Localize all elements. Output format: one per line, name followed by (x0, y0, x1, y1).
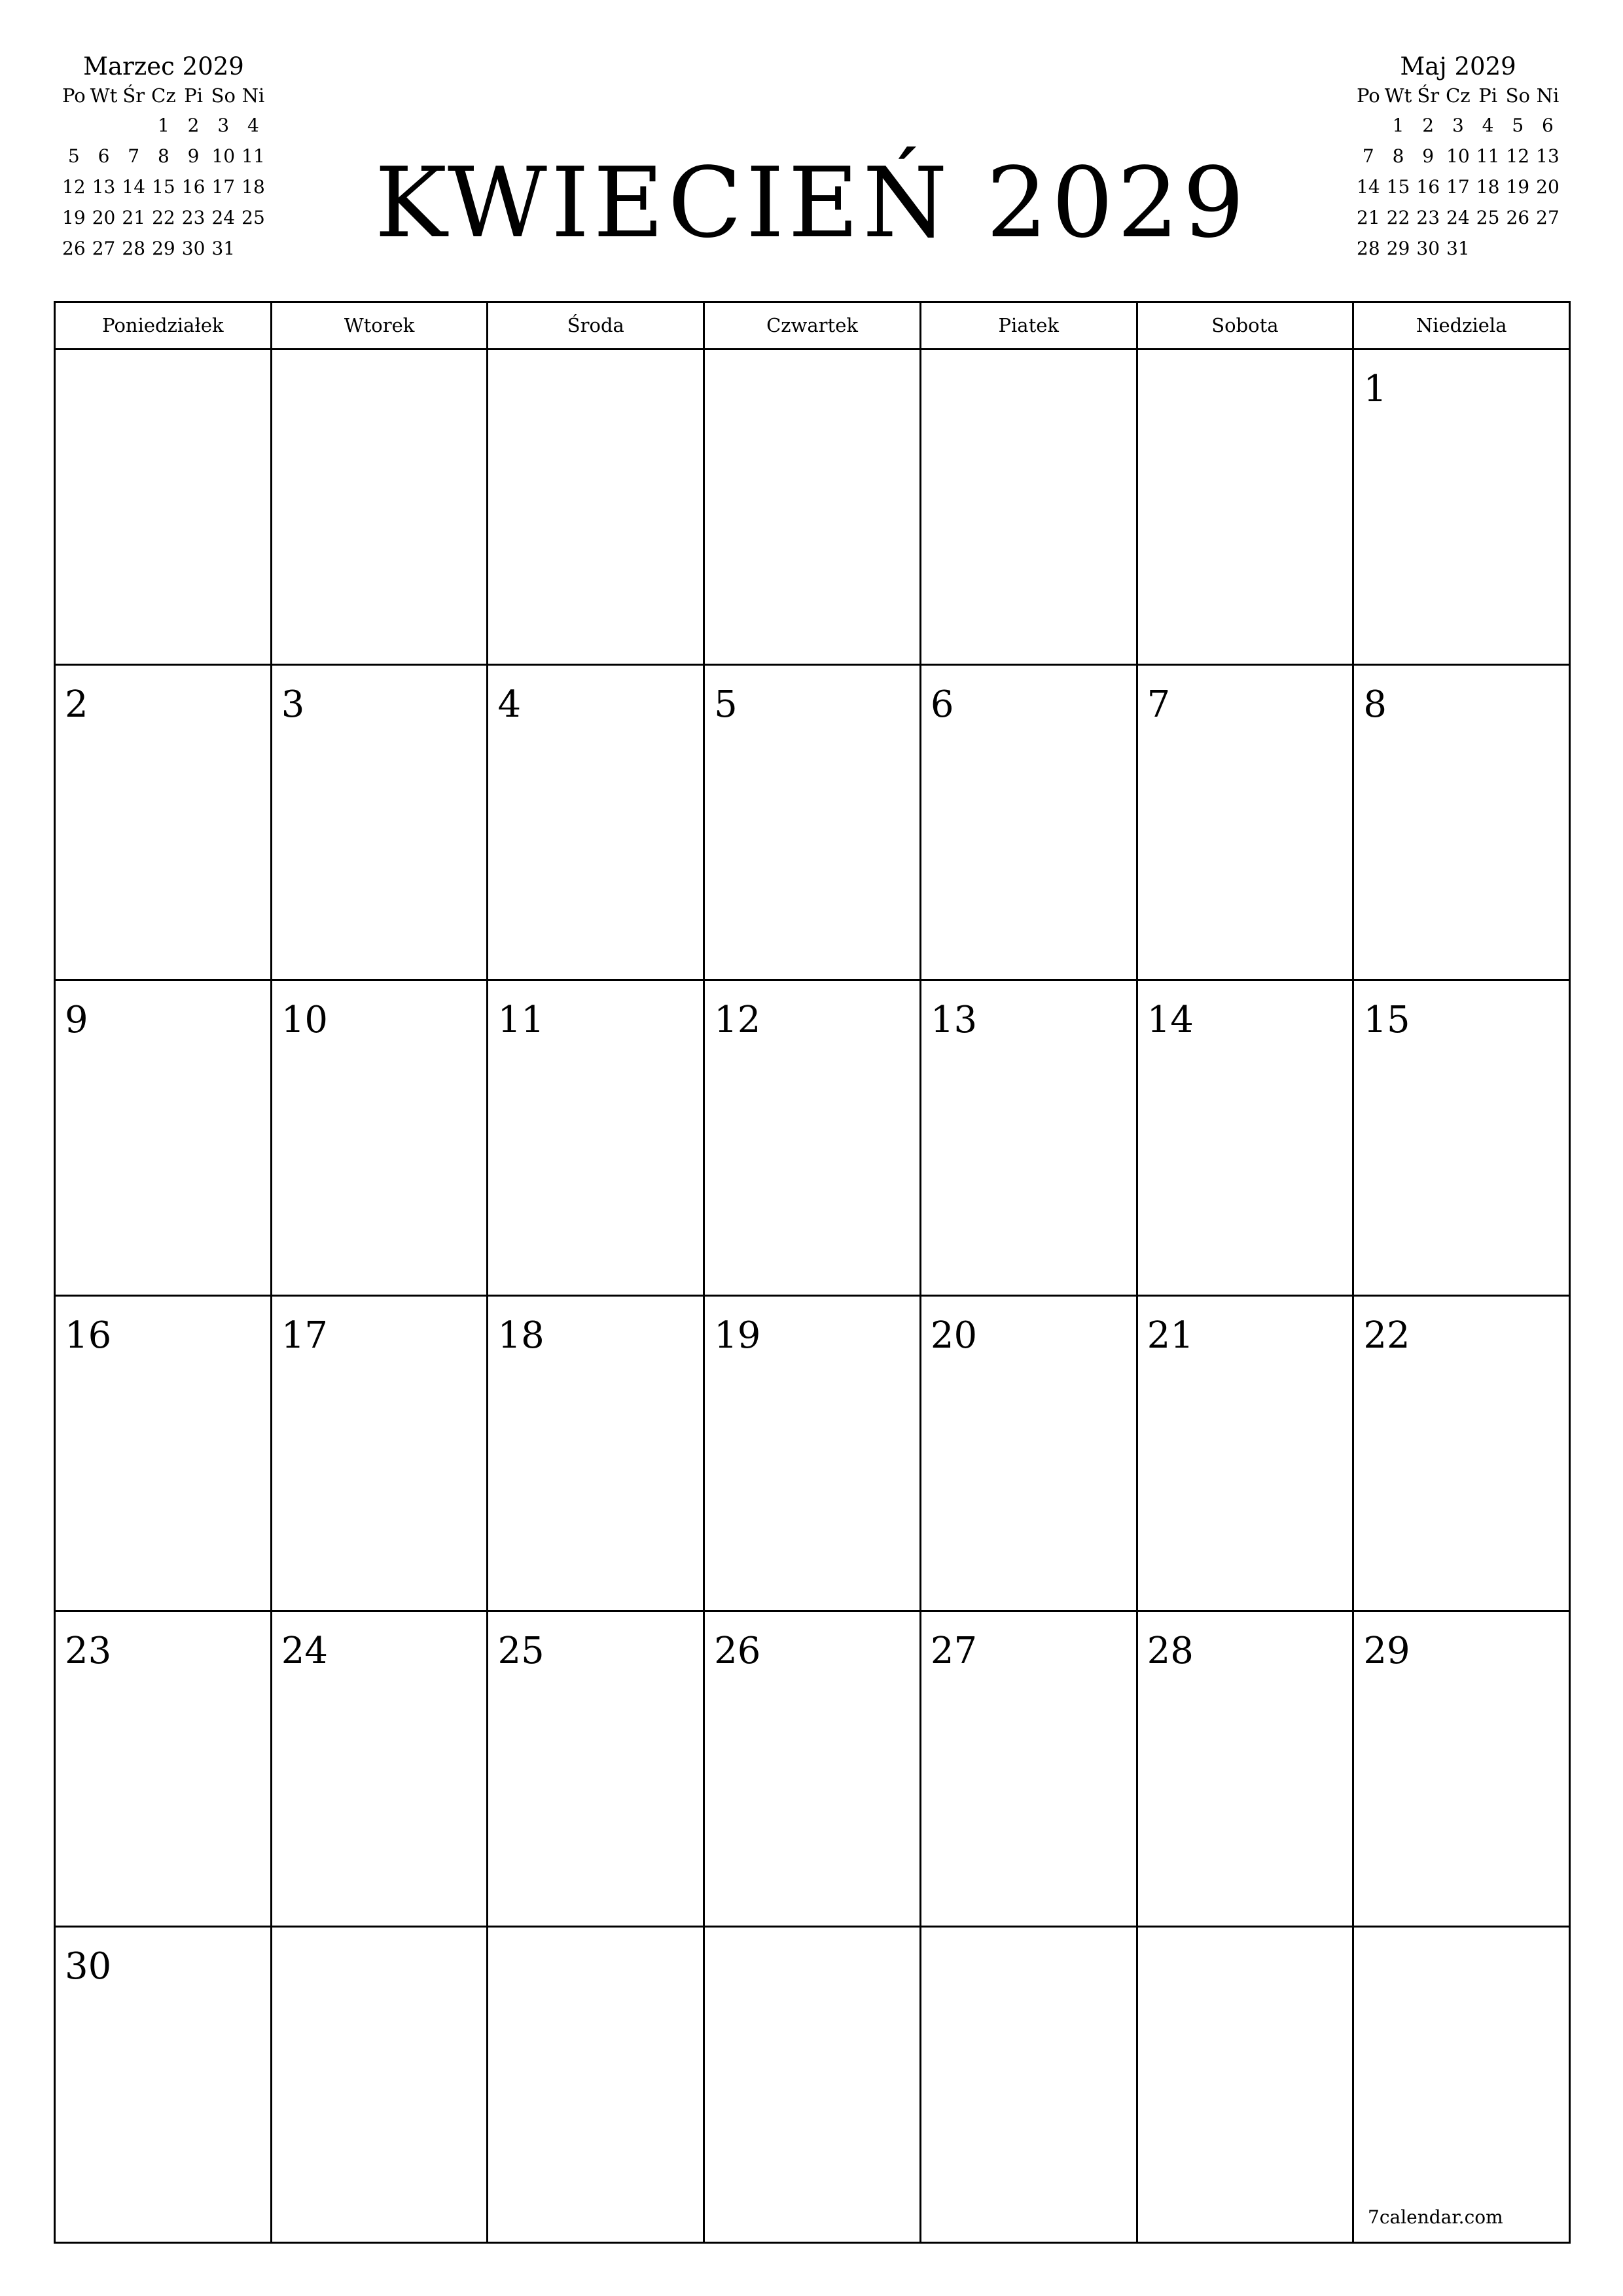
mini-day: 11 (1476, 145, 1500, 167)
day-cell[interactable] (56, 350, 272, 664)
day-cell[interactable] (56, 1612, 272, 1926)
mini-day (1473, 233, 1503, 264)
mini-day: 13 (92, 176, 116, 198)
mini-day: 2 (187, 115, 200, 136)
mini-days (59, 110, 268, 264)
day-cell[interactable] (705, 666, 921, 979)
day-cell[interactable] (272, 666, 489, 979)
mini-day: 4 (1482, 115, 1494, 136)
mini-day: 17 (211, 176, 236, 198)
mini-day: 16 (1416, 176, 1440, 198)
day-cell[interactable] (272, 1297, 489, 1610)
mini-day: 29 (152, 238, 175, 259)
mini-day: 2 (1422, 115, 1435, 136)
mini-weekday: Po (1356, 84, 1380, 107)
weekday-header: Niedziela (1416, 314, 1507, 336)
mini-weekday: So (211, 84, 236, 107)
mini-day: 15 (1386, 176, 1410, 198)
mini-day: 8 (1392, 145, 1404, 167)
day-number: 28 (1147, 1630, 1194, 1672)
mini-day: 26 (1506, 207, 1530, 228)
day-number: 3 (281, 683, 305, 726)
day-number: 29 (1363, 1630, 1410, 1672)
day-cell[interactable] (705, 1928, 921, 2243)
mini-calendar-prev (59, 52, 268, 264)
mini-day: 7 (128, 145, 140, 167)
day-cell[interactable] (1138, 350, 1355, 664)
day-cell[interactable] (1354, 981, 1569, 1295)
mini-day: 19 (1506, 176, 1530, 198)
mini-day: 12 (1506, 145, 1530, 167)
mini-day: 3 (1452, 115, 1464, 136)
footer-url: 7calendar.com (1368, 2206, 1503, 2228)
day-cell[interactable] (1354, 1612, 1569, 1926)
day-number: 7 (1147, 683, 1171, 726)
day-number: 18 (497, 1314, 544, 1357)
day-cell[interactable] (705, 350, 921, 664)
mini-day: 30 (181, 238, 205, 259)
day-cell[interactable] (488, 1297, 705, 1610)
mini-weekday: Cz (1446, 84, 1471, 107)
day-cell[interactable] (1354, 666, 1569, 979)
day-cell[interactable] (1354, 350, 1569, 664)
mini-weekday: Cz (151, 84, 176, 107)
mini-day (59, 110, 89, 141)
mini-day: 23 (181, 207, 205, 228)
mini-weekday: Po (62, 84, 86, 107)
mini-day: 23 (1416, 207, 1440, 228)
day-number: 16 (65, 1314, 112, 1357)
day-number: 24 (281, 1630, 328, 1672)
weekday-header-row (56, 303, 1569, 350)
day-cell[interactable] (921, 1297, 1138, 1610)
day-number: 6 (930, 683, 954, 726)
mini-day (1353, 110, 1383, 141)
day-cell[interactable] (1138, 1612, 1355, 1926)
day-cell[interactable] (272, 981, 489, 1295)
mini-day: 8 (157, 145, 169, 167)
mini-day: 6 (98, 145, 110, 167)
day-number: 10 (281, 999, 328, 1041)
day-number: 30 (65, 1945, 112, 1988)
day-cell[interactable] (1138, 1297, 1355, 1610)
mini-day: 5 (67, 145, 80, 167)
mini-day: 13 (1536, 145, 1560, 167)
mini-day: 6 (1542, 115, 1554, 136)
mini-day: 14 (122, 176, 146, 198)
weekday-header: Piatek (921, 303, 1138, 348)
week-row (56, 666, 1569, 981)
day-cell[interactable] (1354, 1928, 1569, 2243)
mini-day: 1 (1392, 115, 1404, 136)
mini-day: 1 (157, 115, 169, 136)
day-cell[interactable] (1138, 981, 1355, 1295)
mini-calendar-title: Marzec 2029 (83, 52, 244, 81)
mini-weekday: Wt (90, 84, 118, 107)
mini-day: 27 (1536, 207, 1560, 228)
day-cell[interactable] (488, 981, 705, 1295)
mini-day: 31 (211, 238, 236, 259)
mini-weekday: Wt (1384, 84, 1412, 107)
mini-day: 17 (1446, 176, 1470, 198)
mini-weekday: Pi (184, 84, 203, 107)
mini-day: 11 (241, 145, 265, 167)
day-cell[interactable] (272, 1928, 489, 2243)
day-cell[interactable] (56, 1928, 272, 2243)
mini-day: 24 (1446, 207, 1470, 228)
day-cell[interactable] (272, 350, 489, 664)
mini-day: 21 (122, 207, 146, 228)
day-cell[interactable] (488, 350, 705, 664)
mini-day: 28 (122, 238, 146, 259)
mini-day: 21 (1357, 207, 1380, 228)
mini-day: 16 (181, 176, 205, 198)
mini-day: 7 (1362, 145, 1374, 167)
mini-day: 10 (211, 145, 236, 167)
day-number: 5 (714, 683, 738, 726)
mini-days (1353, 110, 1563, 264)
mini-day: 25 (1476, 207, 1500, 228)
weekday-header: Poniedziałek (56, 303, 272, 348)
month-grid (54, 301, 1571, 2244)
day-cell[interactable] (705, 1612, 921, 1926)
mini-day (1503, 233, 1533, 264)
mini-day: 5 (1512, 115, 1524, 136)
mini-day: 30 (1416, 238, 1440, 259)
mini-day: 4 (247, 115, 259, 136)
weekday-header: Wtorek (272, 303, 489, 348)
day-cell[interactable] (921, 1928, 1138, 2243)
day-cell[interactable] (1138, 1928, 1355, 2243)
mini-day (238, 233, 268, 264)
mini-weekday-row (59, 81, 268, 110)
day-cell[interactable] (921, 666, 1138, 979)
day-cell[interactable] (921, 350, 1138, 664)
week-row (56, 1297, 1569, 1612)
page-title: KWIECIEŃ 2029 (374, 147, 1249, 259)
day-number: 19 (714, 1314, 761, 1357)
mini-day: 10 (1446, 145, 1470, 167)
day-cell[interactable] (272, 1612, 489, 1926)
day-number: 15 (1363, 999, 1410, 1041)
mini-calendar-title: Maj 2029 (1400, 52, 1516, 81)
mini-day: 28 (1357, 238, 1380, 259)
day-cell[interactable] (921, 981, 1138, 1295)
day-number: 13 (930, 999, 978, 1041)
day-cell[interactable] (488, 1928, 705, 2243)
day-number: 14 (1147, 999, 1194, 1041)
mini-day: 20 (1536, 176, 1560, 198)
week-row (56, 981, 1569, 1297)
mini-day: 12 (62, 176, 86, 198)
mini-day: 9 (1422, 145, 1435, 167)
day-cell[interactable] (921, 1612, 1138, 1926)
day-number: 12 (714, 999, 761, 1041)
week-row (56, 350, 1569, 666)
day-cell[interactable] (705, 981, 921, 1295)
mini-day: 18 (241, 176, 265, 198)
day-cell[interactable] (1354, 1297, 1569, 1610)
day-number: 8 (1363, 683, 1387, 726)
mini-weekday: Ni (241, 84, 265, 107)
day-number: 25 (497, 1630, 544, 1672)
mini-day: 22 (152, 207, 175, 228)
day-cell[interactable] (705, 1297, 921, 1610)
mini-calendar-next (1353, 52, 1563, 264)
week-row (56, 1928, 1569, 2243)
mini-weekday: Śr (122, 84, 145, 107)
weekday-header: Czwartek (705, 303, 921, 348)
day-number: 21 (1147, 1314, 1194, 1357)
day-cell[interactable] (1138, 666, 1355, 979)
mini-day (1533, 233, 1563, 264)
mini-day: 27 (92, 238, 116, 259)
mini-day: 24 (211, 207, 236, 228)
weekday-header: Środa (488, 303, 705, 348)
mini-day: 22 (1386, 207, 1410, 228)
day-cell[interactable] (488, 1612, 705, 1926)
day-number: 1 (1363, 368, 1387, 410)
day-number: 20 (930, 1314, 978, 1357)
day-cell[interactable] (488, 666, 705, 979)
day-number: 17 (281, 1314, 328, 1357)
mini-day: 26 (62, 238, 86, 259)
day-number: 9 (65, 999, 88, 1041)
mini-day (118, 110, 149, 141)
mini-day: 29 (1386, 238, 1410, 259)
day-number: 4 (497, 683, 522, 726)
mini-weekday: Śr (1417, 84, 1440, 107)
mini-weekday-row (1353, 81, 1563, 110)
week-row (56, 1612, 1569, 1928)
mini-day: 9 (187, 145, 200, 167)
mini-weekday: So (1505, 84, 1530, 107)
mini-day: 19 (62, 207, 86, 228)
mini-day: 31 (1446, 238, 1470, 259)
weekday-header: Sobota (1138, 303, 1355, 348)
day-number: 27 (930, 1630, 978, 1672)
day-number: 26 (714, 1630, 761, 1672)
day-cell[interactable] (56, 1297, 272, 1610)
day-number: 2 (65, 683, 88, 726)
day-cell[interactable] (56, 666, 272, 979)
mini-day: 15 (152, 176, 175, 198)
day-cell[interactable] (56, 981, 272, 1295)
mini-day: 14 (1357, 176, 1380, 198)
day-number: 11 (497, 999, 544, 1041)
day-number: 22 (1363, 1314, 1410, 1357)
mini-weekday: Ni (1536, 84, 1560, 107)
mini-day: 20 (92, 207, 116, 228)
mini-day: 18 (1476, 176, 1500, 198)
mini-weekday: Pi (1478, 84, 1497, 107)
day-number: 23 (65, 1630, 112, 1672)
mini-day: 3 (217, 115, 230, 136)
mini-day: 25 (241, 207, 265, 228)
mini-day (89, 110, 119, 141)
